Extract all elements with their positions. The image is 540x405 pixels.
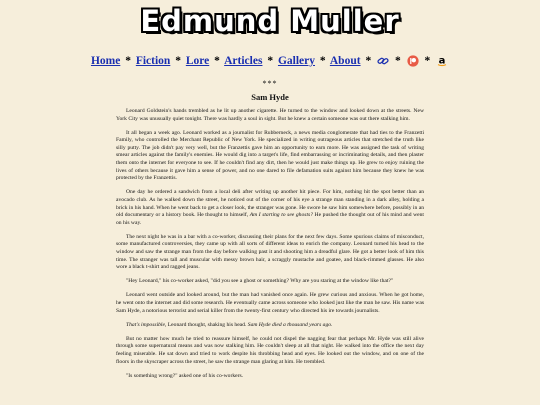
paragraph-text: It all began a week ago. Leonard worked as a journalist for Rubberneck, a news media conglomerate that had ties to the Franzetti Family, who controlled the Merchant Republic of New York. He specialized in writing outrageous articles that stretched the truth like silly putty. The job didn't pay very well, but the Franzettis gave him an opportunity to earn more. He was assigned the task of writing smear articles against the family's enemies. He would dig into a target's life, find embarrassing or incriminating details, and then plaster them onto the internet for everyone to see. If he couldn't find any dirt, then he would just make things up. He grew to enjoy ruining the lives of others because it gave him a sense of power, and no one dared to file defamation suits against him because they knew he was protected by the Franzettis. <box>116 129 424 182</box>
nav-separator: * <box>424 55 431 67</box>
nav-separator: * <box>175 55 181 67</box>
paragraph-text: "Hey Leonard," his co-worker asked, "did you see a ghost or something? Why are you staring at the window like that?" <box>126 278 394 285</box>
paragraph-italic-text: Am I starting to see ghosts? <box>249 212 313 219</box>
paragraph-text: The next night he was in a bar with a co-worker, discussing their plans for the next few days. Some spurious claims of misconduct, some manufactured controversies, they came up with all sorts of different ideas to enrich the company. Leonard turned his head to the window and saw the strange man from the day before walking past it and shooting him a dreadful glare. He got a better look of him this time. The stranger was tall and muscular with messy brown hair, a scraggly mustache and goatee, and black-rimmed glasses. He also wore a black t-shirt and ragged jeans. <box>116 233 424 271</box>
story-paragraph <box>116 373 424 381</box>
story-paragraph <box>116 234 424 272</box>
nav-separator: * <box>214 55 220 67</box>
story-paragraph <box>116 189 424 227</box>
paragraph-text: Leonard Goldstein's hands trembled as he lit up another cigarette. He turned to the window and looked down at the streets. New York City was unusually quiet tonight. There was hardly a soul in sight. But he knew a certain someone was out there stalking him. <box>116 108 424 122</box>
nav-about-link[interactable]: About <box>329 55 361 67</box>
paragraph-italic-text: That's impossible, <box>126 321 167 328</box>
main-nav <box>0 55 540 67</box>
paragraph-text: He pushed the thought out of his mind and went on his way. <box>116 212 424 226</box>
paragraph-italic-text: Sam Hyde died a thousand years ago. <box>247 321 333 328</box>
story-paragraph <box>116 130 424 183</box>
paragraph-text: But no matter how much he tried to reassure himself, he could not dispel the nagging fear that perhaps Mr. Hyde was still alive through some supernatural means and was now stalking him. He couldn't sleep at all that night. He walked into the office the next day feeling miserable. He sat down and tried to work despite his throbbing head and eyes. He looked out the window, and on one of the floors in the skyscraper across the street, he saw the strange man glaring at him. He trembled. <box>116 335 424 365</box>
paragraph-text: "Is something wrong?" asked one of his co-workers. <box>126 372 244 379</box>
nav-separator: * <box>267 55 274 67</box>
story-body <box>116 108 424 387</box>
nav-home-link[interactable]: Home <box>90 55 121 67</box>
story-paragraph <box>116 278 424 286</box>
section-divider: *** <box>262 79 278 88</box>
story-paragraph <box>116 292 424 315</box>
story-paragraph <box>116 336 424 366</box>
svg-text:a: a <box>438 55 446 67</box>
link-icon[interactable] <box>377 55 389 67</box>
story-paragraph <box>116 108 424 123</box>
nav-separator: * <box>365 55 372 67</box>
nav-separator: * <box>394 55 401 67</box>
story-paragraph <box>116 322 424 330</box>
nav-separator: * <box>319 55 326 67</box>
paragraph-text: Leonard thought, shaking his head. <box>166 321 248 328</box>
nav-fiction-link[interactable]: Fiction <box>135 55 171 67</box>
paragraph-text: Leonard went outside and looked around, but the man had vanished once again. He grew curious and anxious. When he got home, he went onto the internet and did some research. He eventually came across someone who looked just like the man he saw. His name was Sam Hyde, a notorious terrorist and serial killer from the twenty-first century who directed his ire towards journalists. <box>116 292 424 314</box>
paragraph-text: One day he ordered a sandwich from a local deli after writing up another hit piece. For him, nothing hit the spot better than an avocado club. As he walked down the street, he noticed out of the corner of his eye a strange man standing in a dark alley, holding a brick in his hand. When he went back to get a closer look, the stranger was gone. He swore he saw him somewhere before, possibly in an old documentary or a history book. He thought to himself, <box>116 189 424 219</box>
site-title: Edmund Muller <box>140 4 400 38</box>
story-title: Sam Hyde <box>251 92 289 102</box>
nav-articles-link[interactable]: Articles <box>224 55 263 67</box>
patreon-icon[interactable] <box>407 55 419 67</box>
nav-lore-link[interactable]: Lore <box>185 55 210 67</box>
nav-separator: * <box>125 55 131 67</box>
amazon-icon[interactable] <box>436 55 448 67</box>
nav-gallery-link[interactable]: Gallery <box>277 55 315 67</box>
